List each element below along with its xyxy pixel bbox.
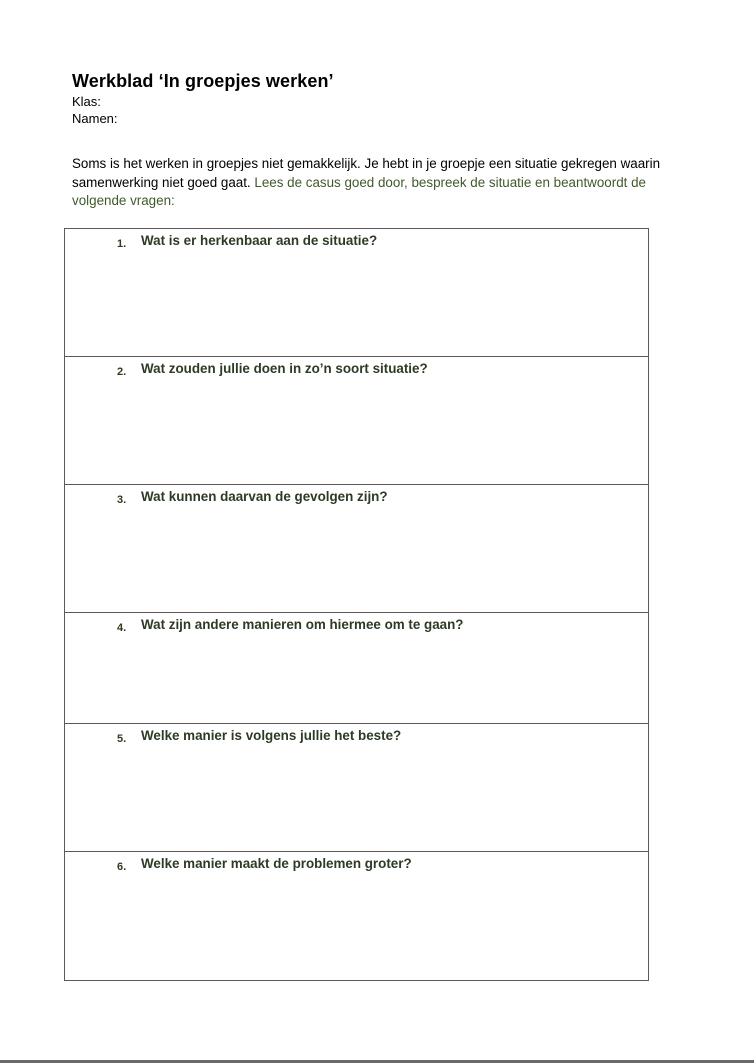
answer-area-3[interactable] <box>65 509 648 612</box>
intro-paragraph <box>72 155 702 211</box>
answer-area-1[interactable] <box>65 253 648 356</box>
answer-area-5[interactable] <box>65 748 648 851</box>
question-row-6 <box>65 852 648 980</box>
klas-label: Klas: <box>72 94 101 109</box>
question-row-4 <box>65 613 648 724</box>
answer-area-4[interactable] <box>65 637 648 723</box>
question-row-5 <box>65 724 648 852</box>
questions-table <box>64 228 649 981</box>
instruction-text: Lees de casus goed door, bespreek de situatie en beantwoordt de volgende vragen: <box>72 174 646 208</box>
question-number: 4. <box>117 622 127 634</box>
question-number: 2. <box>117 366 127 378</box>
question-number: 6. <box>117 861 127 873</box>
answer-area-6[interactable] <box>65 876 648 980</box>
question-text: Wat is er herkenbaar aan de situatie? <box>141 233 378 248</box>
page-title: Werkblad ‘In groepjes werken’ <box>72 71 334 91</box>
question-text: Wat kunnen daarvan de gevolgen zijn? <box>141 489 388 504</box>
question-row-1 <box>65 229 648 357</box>
question-text: Welke manier maakt de problemen groter? <box>141 856 412 871</box>
question-number: 3. <box>117 494 127 506</box>
intro-text: Soms is het werken in groepjes niet gemakkelijk. Je hebt in je groepje een situatie gekregen waarin samenwerking niet goed gaat. <box>72 156 661 190</box>
question-number: 1. <box>117 238 127 250</box>
question-text: Wat zijn andere manieren om hiermee om te gaan? <box>141 617 464 632</box>
answer-area-2[interactable] <box>65 381 648 484</box>
question-row-2 <box>65 357 648 485</box>
question-text: Wat zouden jullie doen in zo’n soort situatie? <box>141 361 428 376</box>
namen-label: Namen: <box>72 111 118 126</box>
question-text: Welke manier is volgens jullie het beste? <box>141 728 402 743</box>
question-number: 5. <box>117 733 127 745</box>
question-row-3 <box>65 485 648 613</box>
